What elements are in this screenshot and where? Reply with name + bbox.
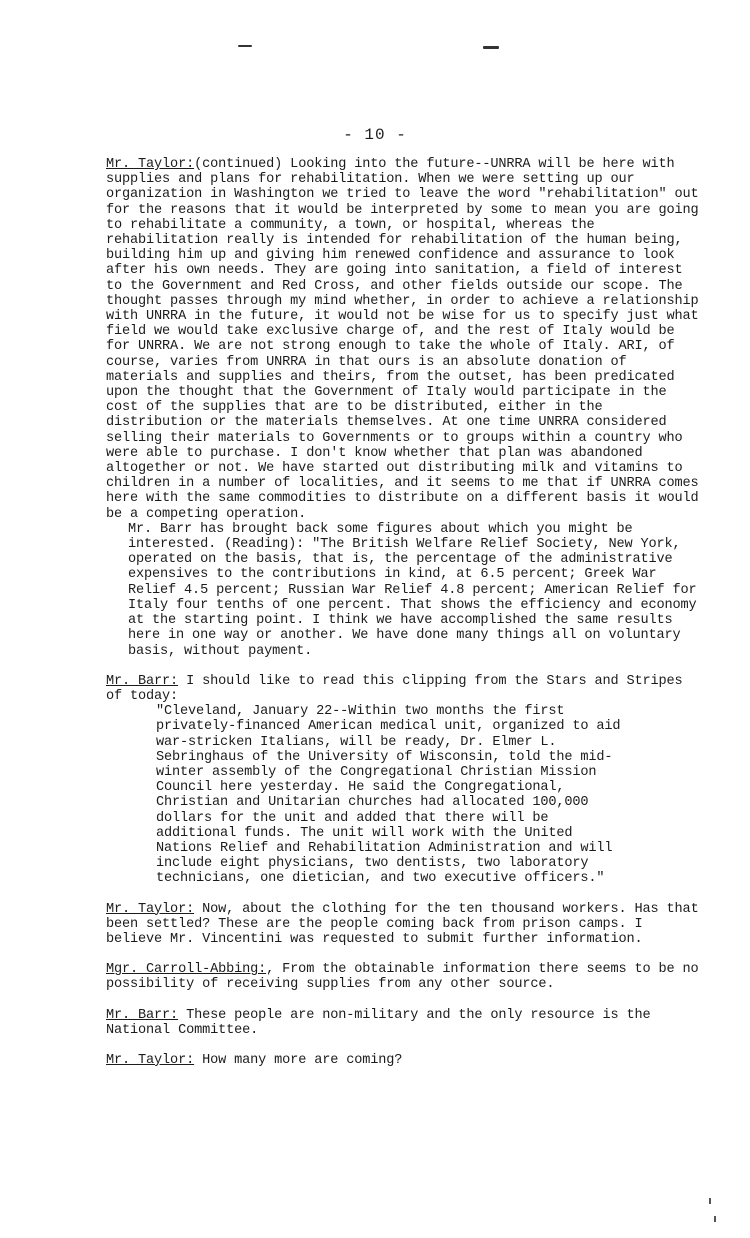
paragraph-barr-figures [106, 522, 701, 659]
page-number: - 10 - [343, 126, 407, 144]
paragraph-barr-resource [106, 1008, 701, 1038]
scan-speck [714, 1216, 716, 1222]
paragraph-taylor-1 [106, 157, 701, 522]
paragraph-barr-clipping [106, 674, 701, 704]
paragraph-carroll-abbing [106, 962, 701, 992]
speaker-label: Mr. Barr: [106, 673, 179, 689]
speaker-label: Mr. Barr: [106, 1007, 179, 1023]
paragraph-text: Now, about the clothing for the ten thousand workers. Has that been settled? These are the people coming back from prison camps. I believe Mr. Vincentini was requested to submit further information. [106, 901, 699, 947]
speaker-label: Mr. Taylor: [106, 1052, 195, 1068]
paragraph-taylor-question [106, 1053, 701, 1068]
paragraph-text: How many more are coming? [194, 1052, 403, 1068]
punch-mark-right [483, 46, 499, 49]
paragraph-text: These people are non-military and the only resource is the National Committee. [106, 1007, 651, 1038]
speaker-label: Mr. Taylor: [106, 901, 195, 917]
transcript-body [106, 157, 701, 1068]
speaker-label: Mgr. Carroll-Abbing: [106, 962, 267, 978]
paragraph-text: Mr. Barr has brought back some figures about which you might be interested. (Reading): "The British Welfare Relief Society, New York, operated on the basis, that is, the percentage of the administrative expensives to the contributions in kind, at 6.5 percent; Greek War Relief 4.5 percent; Russian War Relief 4.8 percent; American Relief for Italy four tenths of one percent. That shows the efficiency and economy at the starting point. I think we have accomplished the same results here in one way or another. We have done many things all on voluntary basis, without payment. [128, 521, 697, 659]
paragraph-text: (continued) Looking into the future--UNRRA will be here with supplies and plans for rehabilitation. When we were setting up our organization in Washington we tried to leave the word "rehabilitation" out for the reasons that it would be interpreted by some to mean you are going to rehabilitate a community, a town, or hospital, whereas the rehabilitation really is intended for rehabilitation of the human being, building him up and giving him renewed confidence and assurance to look after his own needs. They are going into sanitation, a field of interest to the Government and Red Cross, and other fields outside our scope. The thought passes through my mind whether, in order to achieve a relationship with UNRRA in the future, it would not be wise for us to specify just what field we would take exclusive charge of, and the rest of Italy would be for UNRRA. We are not strong enough to take the whole of Italy. ARI, of course, varies from UNRRA in that ours is an absolute donation of materials and supplies and theirs, from the outset, has been predicated upon the thought that the Government of Italy would participate in the cost of the supplies that are to be distributed, either in the distribution or the materials themselves. At one time UNRRA considered selling their materials to Governments or to groups within a country who were able to purchase. I don't know whether that plan was abandoned altogether or not. We have started out distributing milk and vitamins to children in a number of localities, and it seems to me that if UNRRA comes here with the same commodities to distribute on a different basis it would be a competing operation. [106, 157, 699, 522]
paragraph-text: , From the obtainable information there seems to be no possibility of receiving supplies from any other source. [106, 962, 699, 993]
newspaper-quote: "Cleveland, January 22--Within two months the first privately-financed American medical unit, organized to aid war-stricken Italians, will be ready, Dr. Elmer L. Sebringhaus of the University of Wisconsin, told the mid-winter assembly of the Congregational Christian Mission Council here yesterday. He said the Congregational, Christian and Unitarian churches had allocated 100,000 dollars for the unit and added that there will be additional funds. The unit will work with the United Nations Relief and Rehabilitation Administration and will include eight physicians, two dentists, two laboratory technicians, one dietician, and two executive officers." [156, 704, 621, 887]
scan-speck [709, 1198, 711, 1204]
paragraph-taylor-clothing [106, 902, 701, 948]
paragraph-text: I should like to read this clipping from the Stars and Stripes of today: [106, 673, 683, 704]
punch-mark-left [238, 45, 252, 47]
speaker-label: Mr. Taylor: [106, 157, 195, 172]
